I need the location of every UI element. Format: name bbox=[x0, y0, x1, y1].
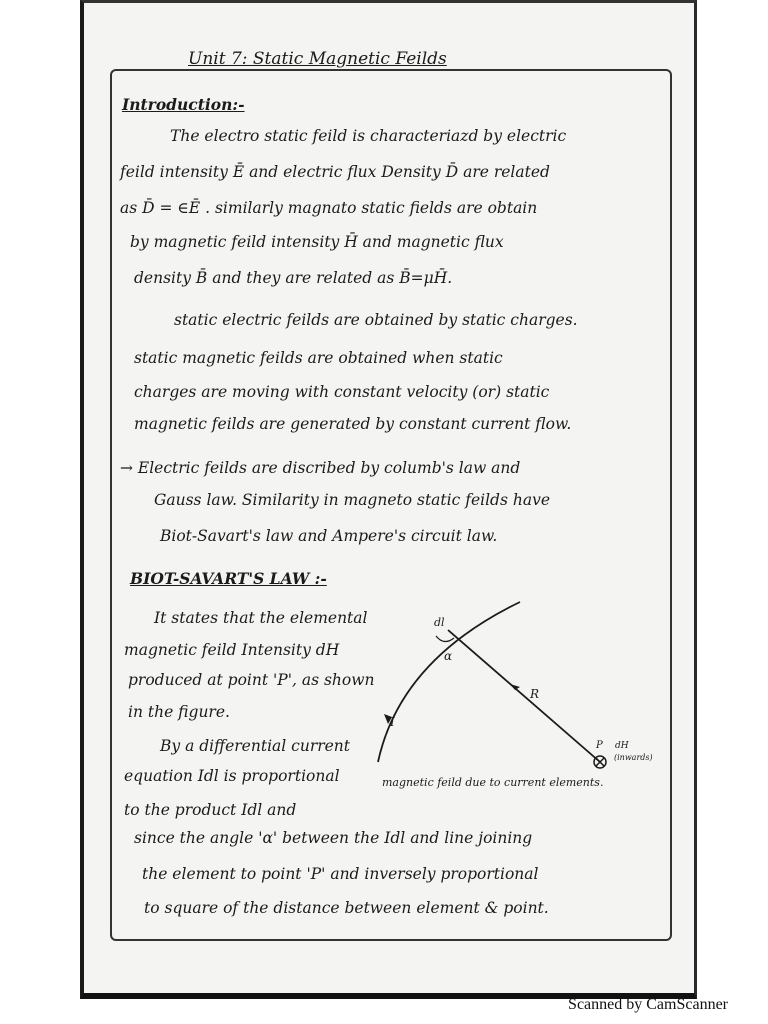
label-p: P bbox=[596, 740, 603, 751]
intro-line-2: feild intensity Ē and electric flux Density D̄ are related bbox=[120, 163, 550, 181]
page-title: Unit 7: Static Magnetic Feilds bbox=[188, 49, 447, 69]
angle-mark bbox=[436, 636, 454, 642]
intro-line-6: static electric feilds are obtained by static charges. bbox=[174, 311, 578, 329]
figure-caption: magnetic feild due to current elements. bbox=[382, 776, 604, 789]
biot-line-6: equation Idl is proportional bbox=[124, 767, 340, 785]
label-r: R bbox=[530, 687, 540, 701]
biot-line-1: It states that the elemental bbox=[154, 609, 368, 627]
label-inwards: (inwards) bbox=[614, 753, 653, 762]
biot-savart-heading: BIOT-SAVART'S LAW :- bbox=[130, 569, 327, 588]
intro-line-4: by magnetic feild intensity H̄ and magnetic flux bbox=[130, 233, 504, 251]
biot-line-8: since the angle 'α' between the Idl and line joining bbox=[134, 829, 533, 847]
intro-line-1: The electro static feild is characteriazd by electric bbox=[170, 127, 567, 145]
distance-line bbox=[448, 630, 600, 762]
intro-line-8: charges are moving with constant velocity (or) static bbox=[134, 383, 550, 401]
label-dl: dl bbox=[434, 616, 445, 629]
intro-line-5: density B̄ and they are related as B̄=μH̄. bbox=[134, 269, 453, 287]
distance-arrow-icon bbox=[510, 684, 520, 690]
label-alpha: α bbox=[444, 649, 453, 663]
biot-savart-figure bbox=[370, 590, 660, 800]
notebook-page bbox=[80, 0, 697, 999]
scanner-footer: Scanned by CamScanner bbox=[568, 996, 728, 1013]
intro-line-7: static magnetic feilds are obtained when static bbox=[134, 349, 503, 367]
intro-line-9: magnetic feilds are generated by constant current flow. bbox=[134, 415, 572, 433]
label-dh: dH bbox=[615, 741, 629, 751]
biot-line-2: magnetic feild Intensity dH bbox=[124, 641, 340, 659]
current-arc bbox=[378, 602, 520, 762]
biot-line-9: the element to point 'P' and inversely proportional bbox=[142, 865, 539, 883]
introduction-heading: Introduction:- bbox=[122, 95, 245, 114]
biot-line-7: to the product Idl and bbox=[124, 801, 297, 819]
biot-line-10: to square of the distance between element & point. bbox=[144, 899, 549, 917]
intro-line-12: Biot-Savart's law and Ampere's circuit law. bbox=[160, 527, 498, 545]
biot-line-4: in the figure. bbox=[128, 703, 230, 721]
intro-line-3: as D̄ = ∈Ē . similarly magnato static fields are obtain bbox=[120, 199, 538, 217]
intro-line-10: → Electric feilds are discribed by columb's law and bbox=[120, 459, 521, 477]
biot-line-3: produced at point 'P', as shown bbox=[128, 671, 375, 689]
intro-line-11: Gauss law. Similarity in magneto static feilds have bbox=[154, 491, 550, 509]
label-i: I bbox=[390, 715, 395, 729]
biot-line-5: By a differential current bbox=[160, 737, 351, 755]
